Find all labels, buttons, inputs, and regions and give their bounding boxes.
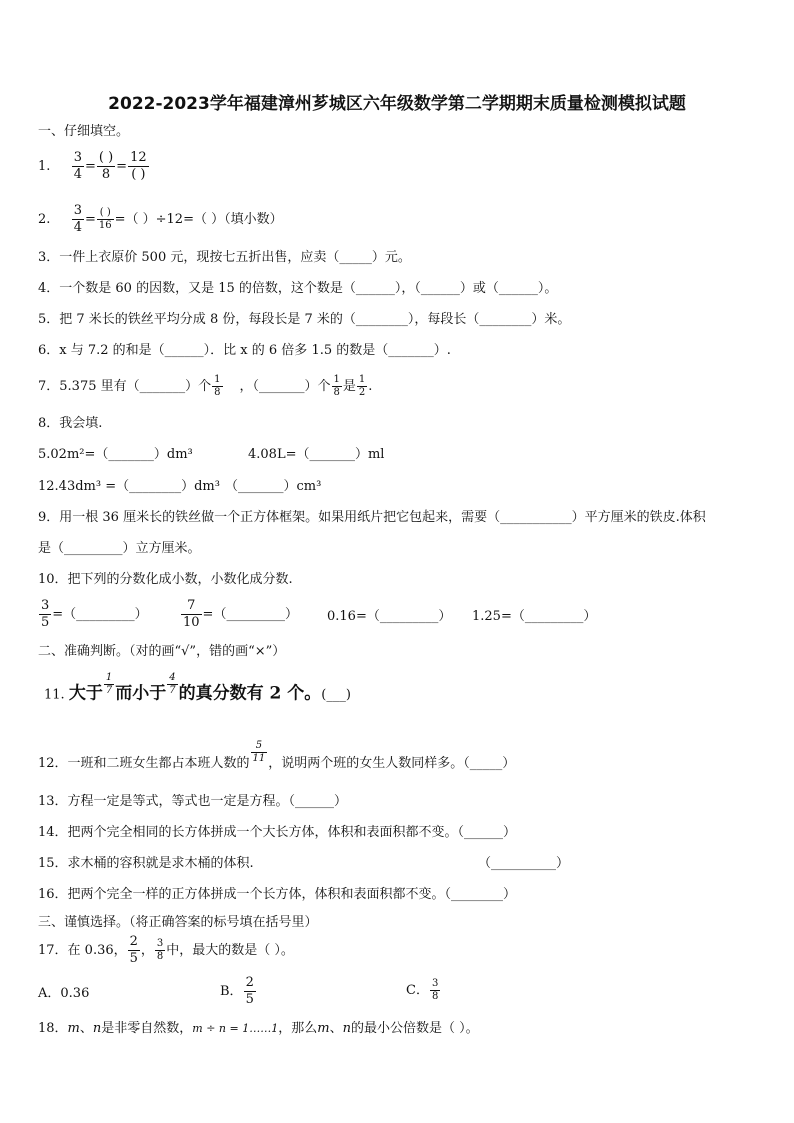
fraction: $\frac{3}{8}$ [431,978,439,1002]
question-9-line1[interactable]: 9．用一根 36 厘米长的铁丝做一个正方体框架。如果用纸片把它包起来，需要（___________）平方厘米的铁皮.体积 [38,510,706,525]
fraction: $\frac{1}{2}$ [358,374,366,398]
question-9-line2[interactable]: 是（_________）立方厘米。 [38,541,201,556]
question-3[interactable]: 3．一件上衣原价 500 元，现按七五折出售，应卖（_____）元。 [38,250,411,265]
question-4[interactable]: 4．一个数是 60 的因数，又是 15 的倍数，这个数是（______），（______）或（______）。 [38,281,558,296]
question-15-answer[interactable]: （__________） [478,856,570,871]
question-8a[interactable]: 5.02m²=（_______）dm³ [38,447,193,462]
fraction: $\frac{1}{8}$ [333,374,340,398]
fraction: $\frac{3}{5}$ [41,598,50,630]
question-number: 2. [38,212,51,227]
fraction: $\frac{7}{10}$ [183,598,200,630]
question-6[interactable]: 6．x 与 7.2 的和是（______）．比 x 的 6 倍多 1.5 的数是（_______）. [38,343,451,358]
answer-text[interactable]: =（ ）÷12=（ ）（填小数） [114,212,283,227]
question-8c[interactable]: 12.43dm³ =（________）dm³ [38,479,220,494]
fraction: $\frac{3}{4}$ [73,150,82,182]
question-10: 10．把下列的分数化成小数，小数化成分数. [38,572,293,587]
question-8: 8．我会填. [38,416,103,431]
question-1: 1. $\frac{3}{4}$ = ( ) 8 = 12 ( ) [38,150,147,182]
question-11[interactable]: 11. 大于 $\frac{1}{7}$ 而小于 $\frac{4}{7}$ 的真分数有 2 个。(___) [44,672,351,704]
section-3-heading: 三、谨慎选择。（将正确答案的标号填在括号里） [38,915,318,930]
option-b[interactable]: B． $\frac{2}{5}$ [220,975,254,1007]
question-10b[interactable]: $\frac{7}{10}$ =（_________） [183,598,298,630]
fraction[interactable]: ( ) 16 [98,207,112,231]
fraction: $\frac{1}{7}$ [105,672,113,696]
fraction[interactable]: 12 ( ) [130,150,147,182]
question-12[interactable]: 12．一班和二班女生都占本班人数的 $\frac{5}{11}$ ，说明两个班的女生人数同样多。（_____） [38,740,516,771]
fraction: $\frac{5}{11}$ [252,740,266,764]
math-expression: m ÷ n = 1……1 [192,1022,279,1035]
fraction: $\frac{4}{7}$ [169,672,176,696]
question-14[interactable]: 14．把两个完全相同的长方体拼成一个大长方体，体积和表面积都不变。（______） [38,825,517,840]
question-10d[interactable]: 1.25=（_________） [472,609,597,624]
section-1-heading: 一、仔细填空。 [38,124,130,139]
question-8d[interactable]: （_______）cm³ [225,479,322,494]
question-10a[interactable]: $\frac{3}{5}$ =（_________） [41,598,148,630]
page-title: 2022-2023学年福建漳州芗城区六年级数学第二学期期末质量检测模拟试题 [108,94,686,114]
question-13[interactable]: 13．方程一定是等式，等式也一定是方程。（______） [38,794,348,809]
question-2: 2. $\frac{3}{4}$ = ( ) 16 =（ ）÷12=（ ）（填小数） [38,203,283,235]
question-15: 15．求木桶的容积就是求木桶的体积. [38,856,254,871]
question-number: 1. [38,159,51,174]
question-18[interactable]: 18．m、n是非零自然数，m ÷ n = 1……1，那么m、n的最小公倍数是（ ）。 [38,1021,479,1036]
section-2-heading: 二、准确判断。（对的画“√”，错的画“×”） [38,644,286,659]
question-17[interactable]: 17．在 0.36， $\frac{2}{5}$ ， $\frac{3}{8}$ 中，最大的数是（ ）。 [38,934,294,966]
fraction: $\frac{2}{5}$ [129,934,138,966]
question-10c[interactable]: 0.16=（_________） [327,609,452,624]
fraction[interactable]: ( ) 8 [98,150,114,182]
question-5[interactable]: 5．把 7 米长的铁丝平均分成 8 份，每段长是 7 米的（________），每段长（________）米。 [38,312,571,327]
fraction: $\frac{1}{8}$ [214,374,221,398]
option-a[interactable]: A．0.36 [38,986,90,1001]
question-16[interactable]: 16．把两个完全一样的正方体拼成一个长方体，体积和表面积都不变。（________） [38,887,517,902]
fraction: $\frac{2}{5}$ [245,975,254,1007]
question-8b[interactable]: 4.08L=（_______）ml [248,447,385,462]
fraction: $\frac{3}{4}$ [73,203,82,235]
question-7[interactable]: 7．5.375 里有（_______）个 $\frac{1}{8}$ ，（_______）个 $\frac{1}{8}$ 是 $\frac{1}{2}$ . [38,374,373,398]
fraction: $\frac{3}{8}$ [156,938,164,962]
option-c[interactable]: C． $\frac{3}{8}$ [406,978,439,1002]
